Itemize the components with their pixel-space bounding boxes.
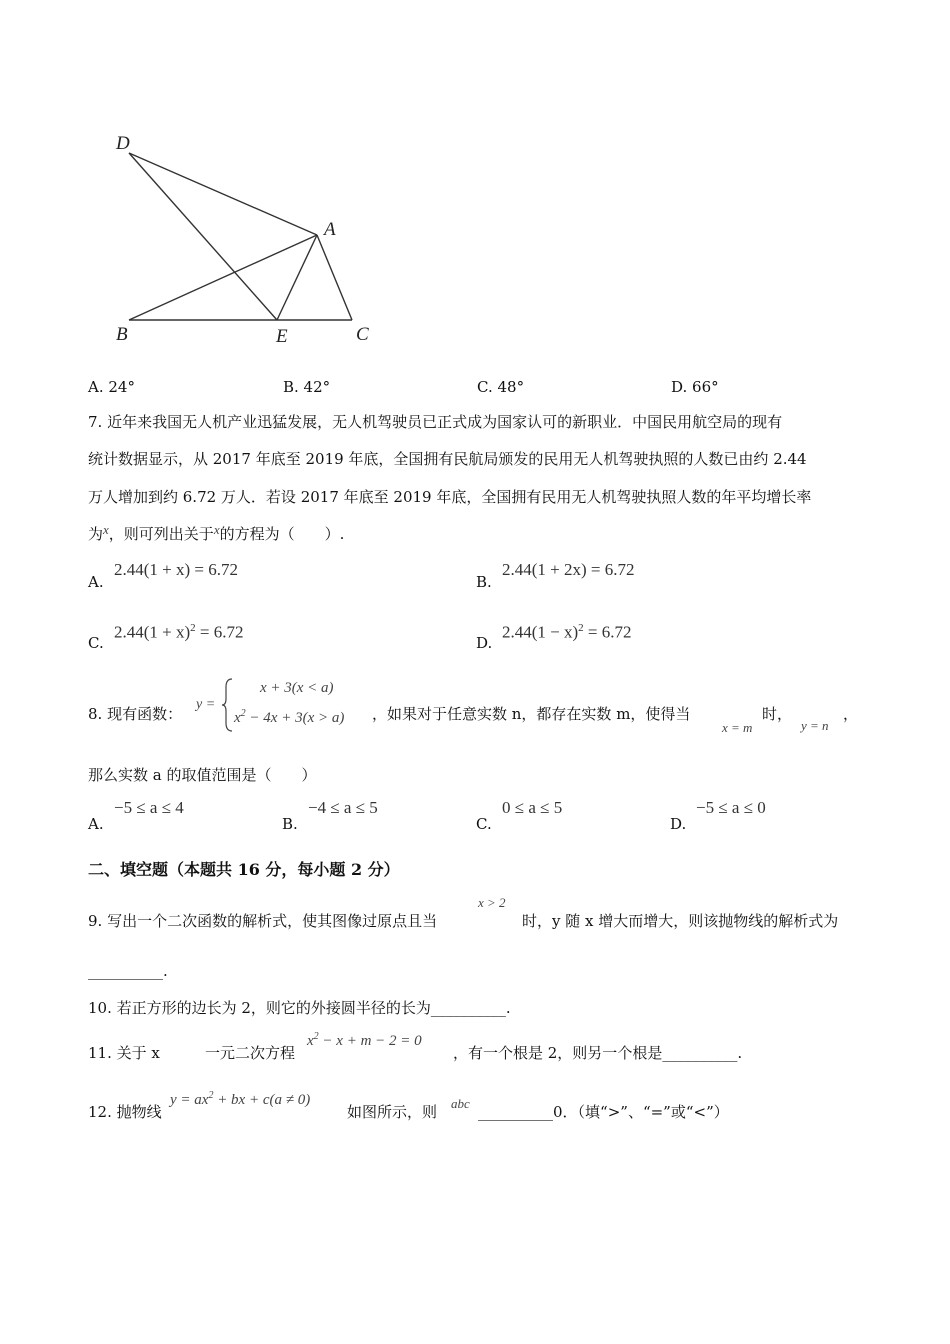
geometry-figure [100,125,400,355]
q12-post: __________0．（填“>”、“=”或“<”） [478,1103,729,1121]
q8-option-d-label: D. [670,815,687,833]
segment-AC [317,235,352,320]
q11-mid: 一元二次方程 [205,1044,296,1062]
q7-line3: 万人增加到约 6.72 万人．若设 2017 年底至 2019 年底，全国拥有民用无人机驾驶执照人数的年平均增长率 [88,488,812,506]
exponent: 2 [578,622,584,634]
q8-cond1: x = m [722,720,753,735]
q8-option-c-expr: 0 ≤ a ≤ 5 [502,798,563,817]
q9-cond: x > 2 [478,895,506,910]
section-title: 二、填空题（本题共 16 分，每小题 2 分） [88,860,400,879]
q8-y-eq: y = [196,697,216,712]
q10-text: 10. 若正方形的边长为 2，则它的外接圆半径的长为__________. [88,999,511,1017]
exponent: 2 [313,1031,319,1042]
q8-option-b-label: B. [282,815,298,833]
q7-option-b-expr: 2.44(1 + 2x) = 6.72 [502,560,635,579]
q8-pre: 8. 现有函数： [88,705,183,723]
q7-line4 [88,524,344,545]
q6-option-a: A. 24° [88,378,135,396]
q7-option-c-label: C. [88,634,104,652]
q7-line1: 7. 近年来我国无人机产业迅猛发展，无人机驾驶员已正式成为国家认可的新职业．中国民用航空局的现有 [88,413,783,431]
q8-option-a-expr: −5 ≤ a ≤ 4 [114,798,184,817]
q8-case2 [234,708,344,727]
q8-option-b-expr: −4 ≤ a ≤ 5 [308,798,378,817]
q8-option-c-label: C. [476,815,492,833]
q8-option-a-label: A. [88,815,104,833]
q11-post: ，有一个根是 2，则另一个根是__________. [453,1044,743,1062]
expr-part: x [234,710,241,726]
q8-mid: ，如果对于任意实数 n，都存在实数 m，使得当 [372,705,691,723]
q7-line4-pre: 为 [88,525,104,543]
q6-option-d: D. 66° [671,378,719,396]
expr-part: x [307,1033,314,1049]
expr-part: = 6.72 [583,622,632,642]
q7-option-a-label: A. [88,573,104,591]
q9-pre: 9. 写出一个二次函数的解析式，使其图像过原点且当 [88,912,438,930]
label-B: B [116,324,128,345]
q7-option-d-label: D. [476,634,493,652]
q12-abc: abc [451,1096,470,1111]
q7-option-c-expr [114,622,244,643]
q9-post: 时，y 随 x 增大而增大，则该抛物线的解析式为 [522,912,839,930]
q7-option-b-label: B. [476,573,492,591]
q8-when: 时， [762,705,793,723]
q8-cond2: y = n [801,718,829,733]
q8-line2: 那么实数 a 的取值范围是（ ） [88,766,317,784]
segment-DE [129,153,277,320]
exponent: 2 [190,622,196,634]
expr-part: 2.44(1 − x) [502,622,579,642]
q11-pre: 11. 关于 x [88,1044,160,1062]
q8-comma: ， [843,705,859,723]
var-x: x [103,522,109,537]
label-D: D [116,133,130,154]
expr-part: 2.44(1 + x) [114,622,191,642]
q6-option-b: B. 42° [283,378,331,396]
q7-line4-post: 的方程为（ ）. [219,525,345,543]
expr-part: + bx + c(a ≠ 0) [213,1092,311,1108]
expr-part: − 4x + 3(x > a) [245,710,345,726]
expr-part: y = ax [170,1092,209,1108]
q12-eq [170,1090,310,1109]
q6-option-c: C. 48° [477,378,525,396]
var-x: x [213,522,220,537]
exponent: 2 [240,708,246,719]
expr-part: − x + m − 2 = 0 [318,1033,422,1049]
q8-option-d-expr: −5 ≤ a ≤ 0 [696,798,766,817]
q12-pre: 12. 抛物线 [88,1103,162,1121]
q7-line4-mid: ，则可列出关于 [108,525,214,543]
label-E: E [276,326,288,347]
q12-mid: 如图所示，则 [347,1103,438,1121]
q9-blank[interactable]: __________. [88,962,168,980]
label-C: C [356,324,369,345]
q7-option-d-expr [502,622,632,643]
q8-case1: x + 3(x < a) [260,680,334,696]
q7-option-a-expr: 2.44(1 + x) = 6.72 [114,560,238,579]
label-A: A [324,219,336,240]
segment-BA [129,235,317,320]
exponent: 2 [208,1090,214,1101]
segment-DA [129,153,317,235]
q11-eq [307,1031,422,1050]
expr-part: = 6.72 [195,622,244,642]
q7-line2: 统计数据显示，从 2017 年底至 2019 年底，全国拥有民航局颁发的民用无人机驾驶执照的人数已由约 2.44 [88,450,807,468]
piecewise-brace [222,677,234,733]
segment-AE [277,235,317,320]
